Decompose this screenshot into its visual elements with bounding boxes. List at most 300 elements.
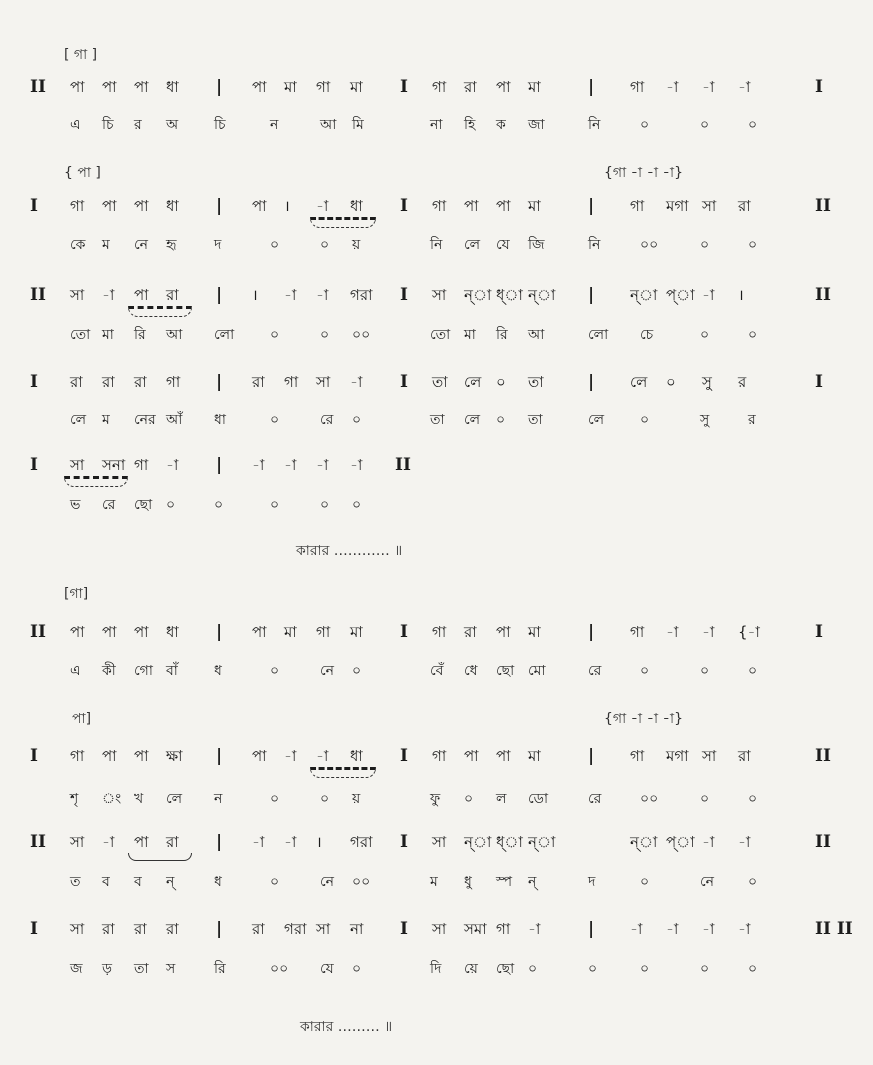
note: সা (432, 920, 447, 938)
refrain-text: কারার ………… ॥ (296, 543, 403, 559)
bar-line: I (30, 455, 38, 475)
lyric-syllable: যে (320, 961, 334, 977)
lyric-syllable: হি (464, 117, 476, 133)
bar-line: II (395, 455, 411, 475)
cue-right: {গা -া -া -া} (604, 165, 683, 181)
note: গা (630, 78, 645, 96)
lyric-syllable: ফু (430, 791, 441, 807)
lyric-syllable: ০ (320, 237, 330, 253)
note: -া (102, 286, 115, 304)
lyric-syllable: শৃ (70, 791, 79, 807)
lyric-syllable: না (430, 117, 443, 133)
note: গা (432, 78, 447, 96)
bar-line: I (400, 372, 408, 392)
lyric-syllable: নি (430, 237, 443, 253)
lyric-syllable: ০ (700, 327, 710, 343)
note: পা (496, 78, 511, 96)
note: ধা (350, 747, 363, 765)
lyric-syllable: ০ (700, 663, 710, 679)
note: রা (166, 286, 179, 304)
note: পা (102, 747, 117, 765)
note: গা (630, 747, 645, 765)
bar-line: II (815, 746, 831, 766)
note: গরা (350, 833, 373, 851)
note: রা (102, 373, 115, 391)
note: -া (738, 833, 751, 851)
lyric-syllable: রি (496, 327, 508, 343)
bar-line: II (30, 832, 46, 852)
note: -া (528, 920, 541, 938)
note: -া (284, 833, 297, 851)
lyric-syllable: ০ (352, 663, 362, 679)
notation-row (0, 282, 873, 308)
notation-row (0, 452, 873, 478)
lyric-syllable: লে (464, 237, 481, 253)
lyric-syllable: ০ (214, 497, 224, 513)
lyric-syllable: তো (430, 327, 451, 343)
lyric-syllable: রি (214, 961, 226, 977)
lyric-syllable: ০০ (640, 791, 659, 807)
note: -া (702, 920, 715, 938)
bar-line: | (588, 77, 595, 97)
note: মগা (666, 197, 689, 215)
bar-line: II II (815, 919, 853, 939)
lyric-syllable: ন্ (528, 874, 537, 890)
lyric-syllable: ০ (700, 791, 710, 807)
lyric-row (0, 322, 873, 348)
lyric-syllable: ন (270, 117, 279, 133)
lyric-syllable: ০ (748, 961, 758, 977)
bar-line: | (216, 77, 223, 97)
note: মা (528, 197, 541, 215)
note: ধা (166, 197, 179, 215)
cue-line (0, 42, 873, 68)
lyric-syllable: ০ (270, 237, 280, 253)
lyric-syllable: ০ (166, 497, 176, 513)
note: পা (134, 623, 149, 641)
lyric-row (0, 492, 873, 518)
note: ধা (166, 623, 179, 641)
lyric-syllable: নি (588, 237, 601, 253)
lyric-syllable: রে (102, 497, 116, 513)
cue-left: [গা] (64, 586, 89, 602)
note: ০ (666, 373, 676, 391)
lyric-syllable: ক (496, 117, 506, 133)
note: -া (284, 456, 297, 474)
note: পা (496, 623, 511, 641)
note: ন্া (528, 286, 556, 304)
note: ধ্া (496, 833, 523, 851)
note: গরা (284, 920, 307, 938)
note: পা (134, 286, 149, 304)
lyric-syllable: ০ (352, 961, 362, 977)
bar-line: I (400, 77, 408, 97)
note: রা (134, 373, 147, 391)
note: পা (496, 747, 511, 765)
note: ধা (166, 78, 179, 96)
lyric-syllable: ন্ (166, 874, 175, 890)
slur-mark (128, 853, 192, 861)
lyric-syllable: জা (528, 117, 545, 133)
bar-line: II (815, 196, 831, 216)
note: পা (102, 197, 117, 215)
note: গা (316, 78, 331, 96)
bar-line: | (216, 455, 223, 475)
note: পা (134, 833, 149, 851)
note: সা (702, 747, 717, 765)
note: ন্া (630, 286, 658, 304)
note: রা (166, 920, 179, 938)
bar-line: I (815, 77, 823, 97)
note: -া (252, 833, 265, 851)
notation-row (0, 619, 873, 645)
note: সা (432, 286, 447, 304)
lyric-row (0, 407, 873, 433)
note: {-া (738, 623, 760, 641)
bar-line: I (815, 372, 823, 392)
bar-line: | (588, 196, 595, 216)
lyric-syllable: স্প (496, 874, 513, 890)
bar-line: I (30, 196, 38, 216)
lyric-syllable: অ (166, 117, 179, 133)
lyric-syllable: ০ (320, 497, 330, 513)
lyric-syllable: য় (352, 791, 361, 807)
lyric-syllable: ০ (588, 961, 598, 977)
bar-line: I (400, 622, 408, 642)
note: -া (252, 456, 265, 474)
lyric-syllable: নে (320, 874, 335, 890)
lyric-syllable: বেঁ (430, 663, 444, 679)
note: প্া (666, 286, 695, 304)
note: -া (350, 456, 363, 474)
lyric-syllable: ০ (700, 237, 710, 253)
lyric-syllable: ০ (352, 497, 362, 513)
lyric-syllable: ধা (214, 412, 226, 428)
note: পা (252, 197, 267, 215)
lyric-syllable: ০০ (640, 237, 659, 253)
lyric-syllable: ০ (270, 791, 280, 807)
bar-line: | (588, 746, 595, 766)
bar-line: | (216, 372, 223, 392)
lyric-syllable: ব (102, 874, 110, 890)
lyric-syllable: ০০ (270, 961, 289, 977)
lyric-syllable: লো (588, 327, 609, 343)
lyric-syllable: রে (588, 791, 602, 807)
bar-line: | (588, 919, 595, 939)
note: সা (70, 286, 85, 304)
lyric-syllable: রে (320, 412, 334, 428)
note: গা (630, 197, 645, 215)
note: পা (134, 78, 149, 96)
bar-line: | (588, 622, 595, 642)
note: ন্া (464, 286, 492, 304)
bar-line: | (216, 285, 223, 305)
cue-line (0, 160, 873, 186)
note: সা (316, 920, 331, 938)
note: -া (738, 920, 751, 938)
note: -া (316, 456, 329, 474)
lyric-syllable: এ (70, 117, 81, 133)
lyric-syllable: ডো (528, 791, 549, 807)
note: রা (134, 920, 147, 938)
lyric-syllable: ০ (464, 791, 474, 807)
lyric-syllable: লে (166, 791, 183, 807)
note: সা (316, 373, 331, 391)
lyric-syllable: য় (352, 237, 361, 253)
note: গা (316, 623, 331, 641)
cue-line (0, 581, 873, 607)
cue-right: {গা -া -া -া} (604, 711, 683, 727)
bar-line: | (216, 622, 223, 642)
lyric-syllable: ০ (640, 117, 650, 133)
notation-row (0, 829, 873, 855)
note: -া (702, 623, 715, 641)
lyric-syllable: দি (430, 961, 442, 977)
note: ধ্া (496, 286, 523, 304)
refrain-footer (0, 538, 873, 564)
note: ন্া (528, 833, 556, 851)
note: পা (102, 623, 117, 641)
lyric-syllable: ০ (270, 412, 280, 428)
bar-line: | (216, 832, 223, 852)
lyric-syllable: মো (528, 663, 546, 679)
note: রা (102, 920, 115, 938)
bar-line: | (588, 285, 595, 305)
lyric-syllable: ০ (640, 961, 650, 977)
lyric-syllable: মি (352, 117, 364, 133)
note: পা (496, 197, 511, 215)
bar-line: | (216, 196, 223, 216)
refrain-text: কারার ……… ॥ (300, 1019, 393, 1035)
lyric-syllable: স (166, 961, 176, 977)
lyric-syllable: ০ (352, 412, 362, 428)
lyric-syllable: নে (320, 663, 335, 679)
note: ন্া (464, 833, 492, 851)
lyric-row (0, 786, 873, 812)
note: মা (350, 623, 363, 641)
lyric-syllable: চি (102, 117, 114, 133)
note: গা (630, 623, 645, 641)
bar-line: I (30, 372, 38, 392)
lyric-row (0, 112, 873, 138)
notation-row (0, 74, 873, 100)
lyric-syllable: ০ (270, 327, 280, 343)
lyric-syllable: ০ (270, 497, 280, 513)
note: মগা (666, 747, 689, 765)
lyric-syllable: সু (700, 412, 710, 428)
lyric-syllable: আ (166, 327, 183, 343)
bar-line: I (400, 919, 408, 939)
note: ০ (496, 373, 506, 391)
note: রা (166, 833, 179, 851)
notation-row (0, 369, 873, 395)
note: গা (284, 373, 299, 391)
lyric-syllable: ধে (464, 663, 478, 679)
note: মা (284, 623, 297, 641)
lyric-row (0, 956, 873, 982)
note: গা (70, 747, 85, 765)
lyric-syllable: জি (528, 237, 545, 253)
note: রা (252, 373, 265, 391)
bar-line: I (400, 832, 408, 852)
note: -া (702, 833, 715, 851)
note: পা (464, 747, 479, 765)
note: গা (166, 373, 181, 391)
note: গা (70, 197, 85, 215)
note: । (738, 286, 744, 304)
lyric-syllable: ০ (496, 412, 506, 428)
note: সা (702, 197, 717, 215)
notation-row (0, 916, 873, 942)
note: পা (102, 78, 117, 96)
note: -া (666, 623, 679, 641)
lyric-syllable: তা (134, 961, 149, 977)
lyric-syllable: কে (70, 237, 86, 253)
note: । (284, 197, 290, 215)
note: গরা (350, 286, 373, 304)
lyric-syllable: খ (134, 791, 144, 807)
notation-row (0, 193, 873, 219)
lyric-syllable: ভ (70, 497, 81, 513)
lyric-syllable: নে (134, 237, 149, 253)
bar-line: I (400, 285, 408, 305)
lyric-row (0, 869, 873, 895)
lyric-syllable: আ (320, 117, 337, 133)
note: -া (630, 920, 643, 938)
note: পা (70, 623, 85, 641)
lyric-syllable: ০ (748, 327, 758, 343)
note: -া (284, 286, 297, 304)
lyric-syllable: ছো (134, 497, 153, 513)
lyric-syllable: ০ (640, 412, 650, 428)
note: -া (666, 920, 679, 938)
note: পা (252, 623, 267, 641)
lyric-syllable: ০ (748, 663, 758, 679)
note: রা (464, 623, 477, 641)
bar-line: II (30, 622, 46, 642)
lyric-syllable: নের (134, 412, 156, 428)
note: । (316, 833, 322, 851)
note: লে (464, 373, 482, 391)
note: মা (528, 747, 541, 765)
lyric-syllable: ০ (270, 874, 280, 890)
note: সমা (464, 920, 487, 938)
note: পা (134, 197, 149, 215)
notation-row (0, 743, 873, 769)
lyric-syllable: ০ (270, 663, 280, 679)
note: রা (464, 78, 477, 96)
lyric-syllable: ০ (700, 961, 710, 977)
lyric-syllable: তো (70, 327, 91, 343)
slur-mark (310, 217, 376, 228)
note: র (738, 373, 747, 391)
note: পা (252, 78, 267, 96)
lyric-syllable: ০ (748, 237, 758, 253)
lyric-syllable: তা (528, 412, 543, 428)
note: তা (528, 373, 544, 391)
note: পা (70, 78, 85, 96)
lyric-syllable: ছো (496, 961, 515, 977)
lyric-syllable: রে (588, 663, 602, 679)
lyric-syllable: ০০ (352, 874, 371, 890)
note: -া (166, 456, 179, 474)
lyric-syllable: লে (464, 412, 481, 428)
lyric-syllable: আঁ (166, 412, 183, 428)
lyric-syllable: ং (102, 791, 122, 807)
lyric-syllable: ০ (528, 961, 538, 977)
note: সনা (102, 456, 126, 474)
refrain-footer (0, 1014, 873, 1040)
lyric-syllable: ০ (320, 791, 330, 807)
cue-left: পা] (72, 711, 92, 727)
lyric-syllable: ০ (700, 117, 710, 133)
note: গা (496, 920, 511, 938)
lyric-syllable: লে (588, 412, 605, 428)
lyric-syllable: কী (102, 663, 116, 679)
lyric-syllable: মা (464, 327, 476, 343)
lyric-syllable: র (748, 412, 756, 428)
bar-line: II (30, 285, 46, 305)
slur-mark (64, 476, 128, 487)
note: -া (316, 286, 329, 304)
bar-line: I (400, 746, 408, 766)
note: প্া (666, 833, 695, 851)
lyric-syllable: দ (588, 874, 596, 890)
note: ন্া (630, 833, 658, 851)
note: -া (284, 747, 297, 765)
bar-line: | (216, 919, 223, 939)
bar-line: II (815, 285, 831, 305)
bar-line: I (815, 622, 823, 642)
note: পা (134, 747, 149, 765)
note: গা (432, 197, 447, 215)
lyric-syllable: হৃ (166, 237, 177, 253)
lyric-syllable: ল (496, 791, 507, 807)
slur-mark (310, 767, 376, 778)
note: পা (464, 197, 479, 215)
bar-line: I (30, 746, 38, 766)
bar-line: I (400, 196, 408, 216)
note: গা (134, 456, 149, 474)
cue-left: [ গা ] (64, 47, 98, 63)
note: ক্ষা (166, 747, 183, 765)
lyric-syllable: বাঁ (166, 663, 178, 679)
bar-line: II (815, 832, 831, 852)
cue-left: { পা ] (64, 165, 101, 181)
lyric-syllable: নে (700, 874, 715, 890)
note: মা (350, 78, 363, 96)
lyric-syllable: ০ (640, 663, 650, 679)
lyric-syllable: চে (640, 327, 654, 343)
note: রা (738, 747, 751, 765)
lyric-syllable: য়ে (464, 961, 478, 977)
note: -া (702, 78, 715, 96)
lyric-syllable: গো (134, 663, 153, 679)
bar-line: II (30, 77, 46, 97)
note: গা (432, 623, 447, 641)
lyric-syllable: ম (102, 237, 110, 253)
lyric-syllable: ত (70, 874, 81, 890)
note: পা (252, 747, 267, 765)
note: -া (702, 286, 715, 304)
note: -া (316, 197, 329, 215)
lyric-syllable: ০০ (352, 327, 371, 343)
note: মা (528, 78, 541, 96)
note: -া (666, 78, 679, 96)
lyric-syllable: ০ (748, 874, 758, 890)
note: সু (702, 373, 712, 391)
lyric-syllable: ধু (464, 874, 472, 890)
